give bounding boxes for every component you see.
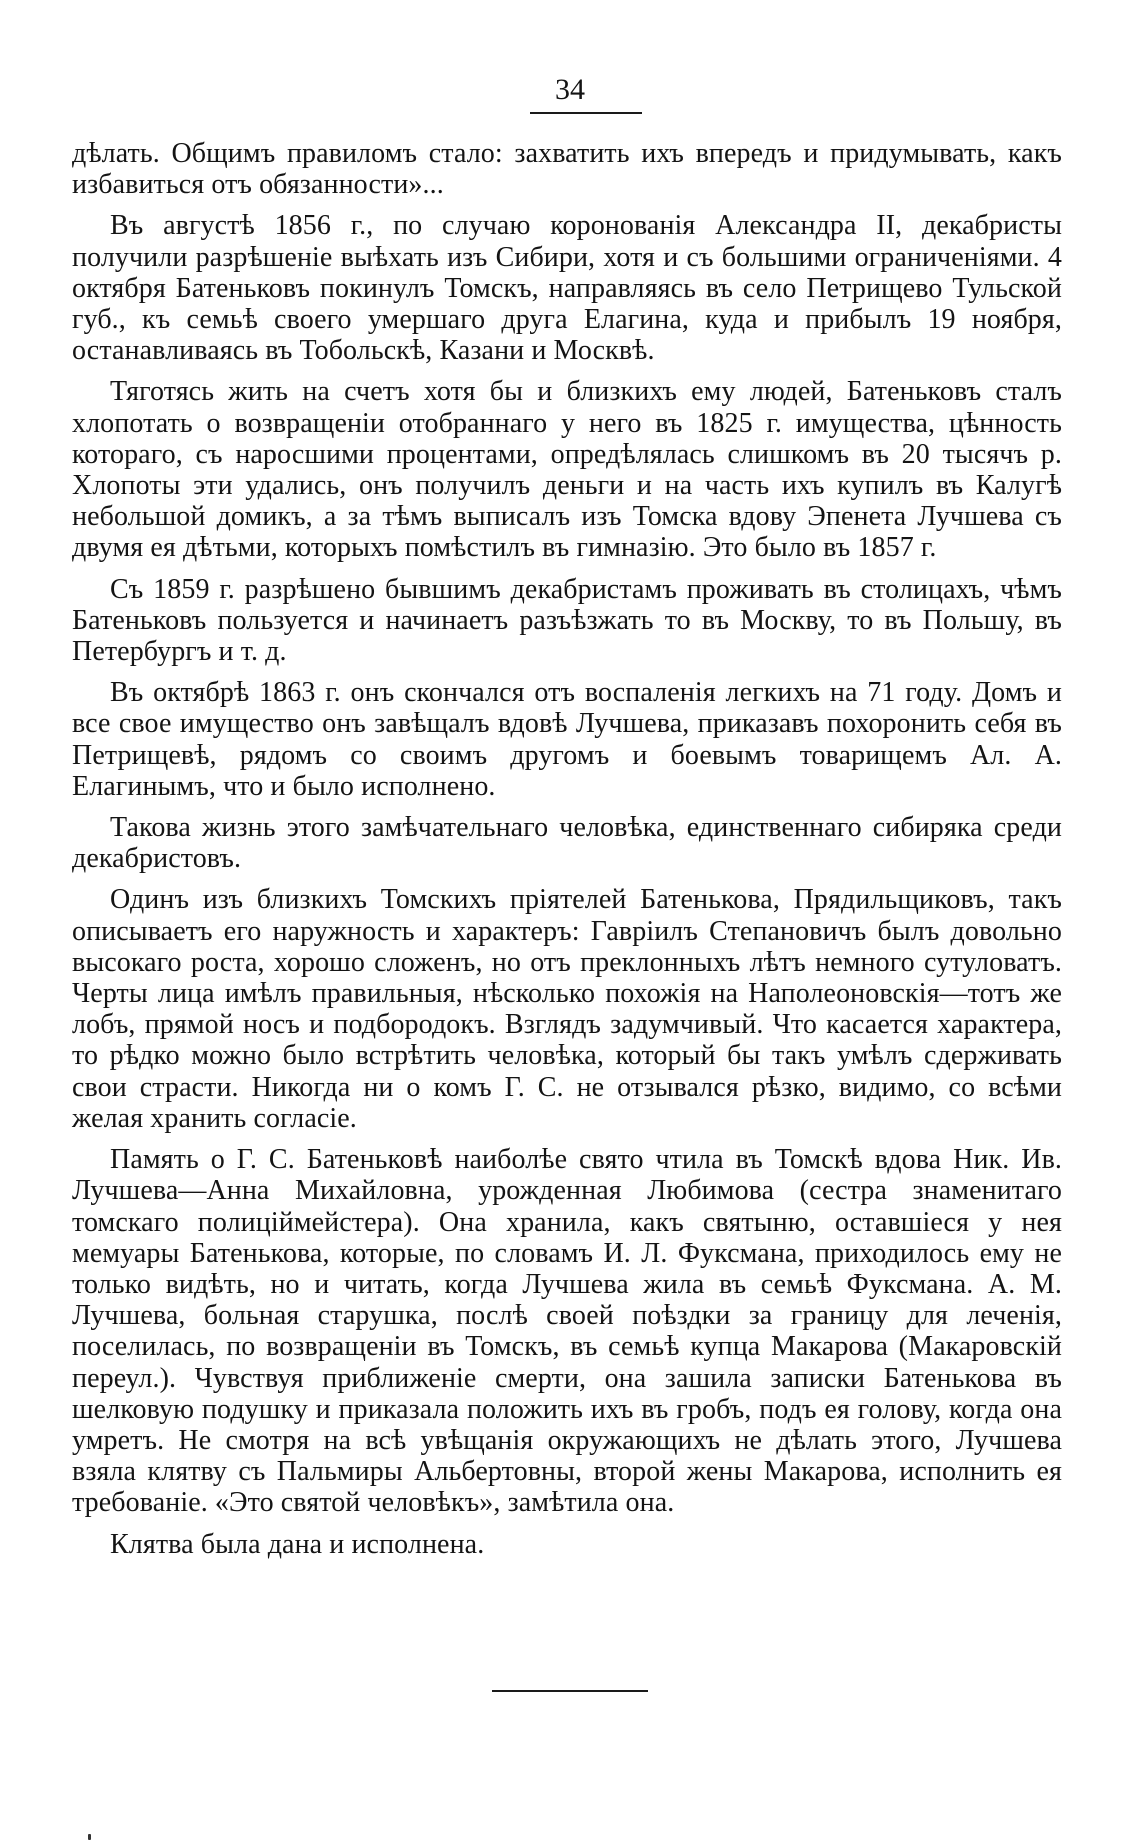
paragraph: Въ октябрѣ 1863 г. онъ скончался отъ воспаленія легкихъ на 71 году. Домъ и все свое имущество онъ завѣщалъ вдовѣ Лучшева, приказавъ похоронить себя въ Петрищевѣ, рядомъ со своимъ другомъ и боевымъ товарищемъ Ал. А. Елагинымъ, что и было исполнено. — [72, 677, 1062, 802]
paragraph: Тяготясь жить на счетъ хотя бы и близкихъ ему людей, Батеньковъ сталъ хлопотать о возвращеніи отобраннаго у него въ 1825 г. имущества, цѣнность котораго, съ наросшими процентами, опредѣлялась слишкомъ въ 20 тысячъ р. Хлопоты эти удались, онъ получилъ деньги и на часть ихъ купилъ въ Калугѣ небольшой домикъ, а за тѣмъ выписалъ изъ Томска вдову Эпенета Лучшева съ двумя ея дѣтьми, которыхъ помѣстилъ въ гимназію. Это было въ 1857 г. — [72, 376, 1062, 564]
paragraph-continued: дѣлать. Общимъ правиломъ стало: захватить ихъ впередъ и придумывать, какъ избавиться отъ обязанности»... — [72, 138, 1062, 201]
paragraph: Такова жизнь этого замѣчательнаго человѣка, единственнаго сибиряка среди декабристовъ. — [72, 812, 1062, 875]
body-text — [72, 138, 1062, 1570]
header-rule — [530, 112, 642, 114]
print-speck — [88, 1834, 91, 1840]
paragraph: Память о Г. С. Батеньковѣ наиболѣе свято чтила въ Томскѣ вдова Ник. Ив. Лучшева—Анна Михайловна, урожденная Любимова (сестра знаменитаго томскаго полиціймейстера). Она хранила, какъ святыню, оставшіеся у нея мемуары Батенькова, которые, по словамъ И. Л. Фуксмана, приходилось ему не только видѣть, но и читать, когда Лучшева жила въ семьѣ Фуксмана. А. М. Лучшева, больная старушка, послѣ своей поѣздки за границу для леченія, поселилась, по возвращеніи въ Томскъ, въ семьѣ купца Макарова (Макаровскій переул.). Чувствуя приближеніе смерти, она зашила записки Батенькова въ шелковую подушку и приказала положить ихъ въ гробъ, подъ ея голову, когда она умретъ. Не смотря на всѣ увѣщанія окружающихъ не дѣлать этого, Лучшева взяла клятву съ Пальмиры Альбертовны, второй жены Макарова, исполнить ея требованіе. «Это святой человѣкъ», замѣтила она. — [72, 1144, 1062, 1519]
paragraph: Клятва была дана и исполнена. — [110, 1528, 485, 1560]
page-number: 34 — [555, 73, 585, 106]
paragraph: Съ 1859 г. разрѣшено бывшимъ декабристамъ проживать въ столицахъ, чѣмъ Батеньковъ пользуется и начинаетъ разъѣзжать то въ Москву, то въ Польшу, въ Петербургъ и т. д. — [72, 573, 1062, 668]
paragraph: Въ августѣ 1856 г., по случаю коронованія Александра II, декабристы получили разрѣшеніе выѣхать изъ Сибири, хотя и съ большими ограниченіями. 4 октября Батеньковъ покинулъ Томскъ, направляясь въ село Петрищево Тульской губ., къ семьѣ своего умершаго друга Елагина, куда и прибылъ 19 ноября, останавливаясь въ Тобольскѣ, Казани и Москвѣ. — [72, 210, 1062, 367]
end-rule — [492, 1690, 648, 1692]
paragraph: Одинъ изъ близкихъ Томскихъ пріятелей Батенькова, Прядильщиковъ, такъ описываетъ его наружность и характеръ: Гавріилъ Степановичъ былъ довольно высокаго роста, хорошо сложенъ, но отъ преклонныхъ лѣтъ немного сутуловатъ. Черты лица имѣлъ правильныя, нѣсколько похожія на Наполеоновскія—тотъ же лобъ, прямой носъ и подбородокъ. Взглядъ задумчивый. Что касается характера, то рѣдко можно было встрѣтить человѣка, который бы такъ умѣлъ сдерживать свои страсти. Никогда ни о комъ Г. С. не отзывался рѣзко, видимо, со всѣми желая хранить согласіе. — [72, 884, 1062, 1134]
